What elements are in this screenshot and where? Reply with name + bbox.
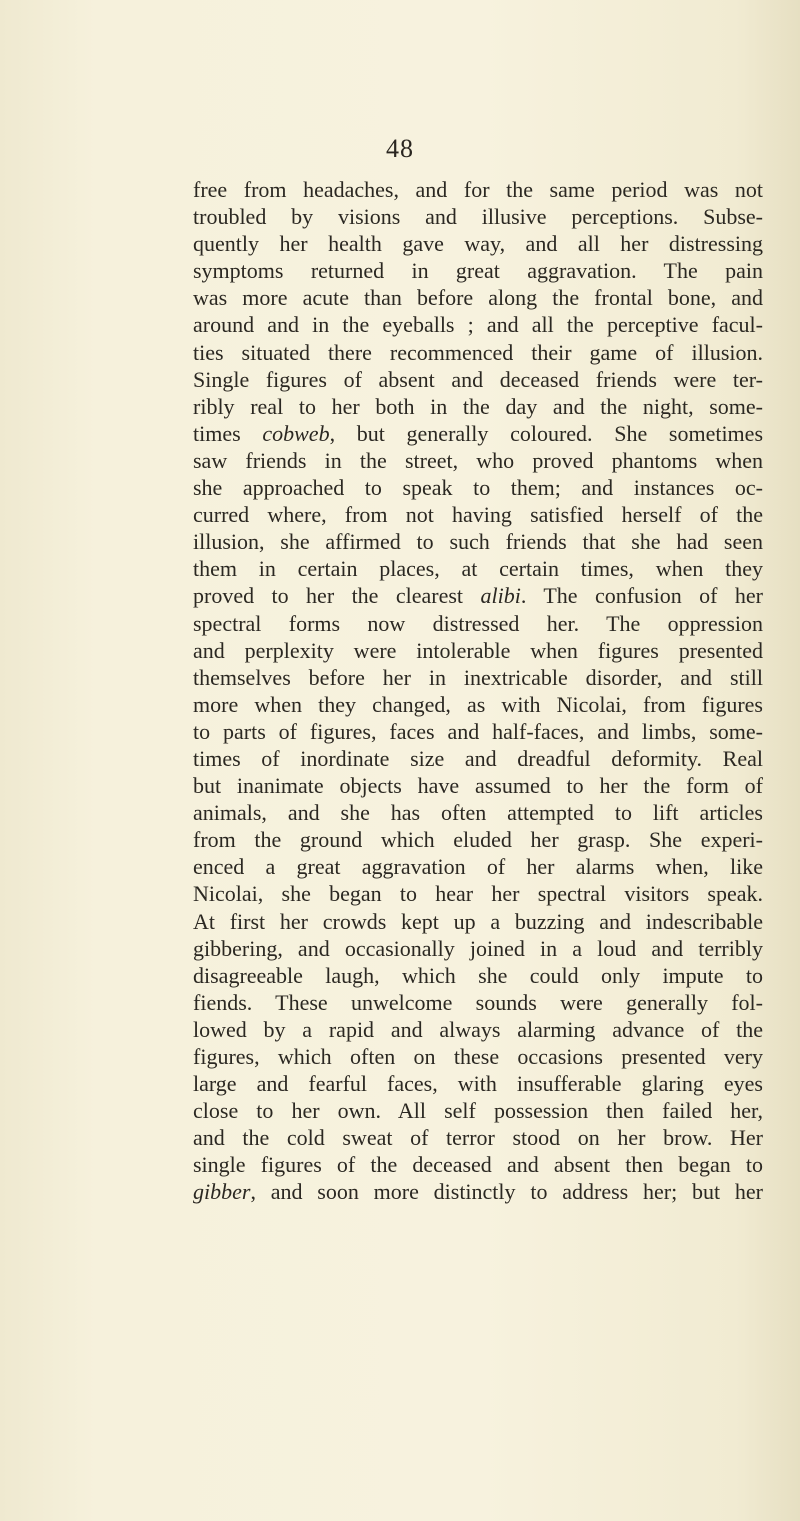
- text-line: symptoms returned in great aggravation. The pain: [193, 258, 763, 284]
- text-line: illusion, she affirmed to such friends that she had seen: [193, 529, 763, 555]
- text-line: ribly real to her both in the day and the night, some-: [193, 393, 763, 419]
- text-line: lowed by a rapid and always alarming advance of the: [193, 1016, 763, 1042]
- text-line: animals, and she has often attempted to lift articles: [193, 800, 763, 826]
- text-line: disagreeable laugh, which she could only impute to: [193, 962, 763, 988]
- text-line: At first her crowds kept up a buzzing and indescribable: [193, 908, 763, 934]
- text-line: but inanimate objects have assumed to her the form of: [193, 773, 763, 799]
- page-number: 48: [386, 134, 414, 163]
- text-line: figures, which often on these occasions presented very: [193, 1044, 763, 1069]
- text-line: large and fearful faces, with insufferable glaring eyes: [193, 1071, 763, 1097]
- text-run: , but generally coloured. She sometimes: [329, 420, 764, 446]
- text-line: curred where, from not having satisfied herself of the: [193, 502, 763, 528]
- text-line: to parts of figures, faces and half-faces, and limbs, some-: [193, 718, 763, 744]
- text-line: more when they changed, as with Nicolai, from figures: [193, 691, 763, 717]
- text-run: times: [193, 420, 263, 446]
- text-line: spectral forms now distressed her. The oppression: [193, 610, 763, 636]
- body-text: [193, 176, 763, 1206]
- text-line: and the cold sweat of terror stood on her brow. Her: [193, 1125, 763, 1151]
- text-line: quently her health gave way, and all her distressing: [193, 231, 763, 257]
- text-line: [193, 420, 763, 447]
- text-line: troubled by visions and illusive perceptions. Subse-: [193, 204, 763, 230]
- text-line: [193, 582, 763, 609]
- text-run: proved to her the clearest: [193, 583, 481, 609]
- text-line: Nicolai, she began to hear her spectral visitors speak.: [193, 881, 763, 907]
- text-line: around and in the eyeballs ; and all the perceptive facul-: [193, 312, 763, 338]
- text-line: was more acute than before along the frontal bone, and: [193, 285, 763, 311]
- text-line: single figures of the deceased and absent then began to: [193, 1152, 763, 1178]
- text-run: . The confusion of her: [520, 583, 763, 609]
- text-line: Single figures of absent and deceased friends were ter-: [193, 366, 763, 392]
- italic-word: cobweb: [262, 420, 330, 446]
- italic-word: gibber: [193, 1179, 251, 1205]
- text-line: free from headaches, and for the same period was not: [193, 177, 763, 202]
- text-line: she approached to speak to them; and instances oc-: [193, 475, 763, 501]
- text-run: , and soon more distinctly to address her; but her: [250, 1179, 763, 1205]
- text-line: and perplexity were intolerable when figures presented: [193, 637, 763, 663]
- italic-word: alibi: [480, 583, 521, 609]
- text-line: gibbering, and occasionally joined in a loud and terribly: [193, 935, 763, 961]
- text-line: enced a great aggravation of her alarms when, like: [193, 854, 763, 880]
- text-line: [193, 1178, 763, 1205]
- text-line: times of inordinate size and dreadful deformity. Real: [193, 745, 763, 771]
- text-line: them in certain places, at certain times, when they: [193, 556, 763, 582]
- text-line: close to her own. All self possession then failed her,: [193, 1098, 763, 1124]
- text-line: fiends. These unwelcome sounds were generally fol-: [193, 989, 763, 1015]
- text-line: ties situated there recommenced their game of illusion.: [193, 339, 763, 365]
- text-line: themselves before her in inextricable disorder, and still: [193, 664, 763, 690]
- text-line: from the ground which eluded her grasp. She experi-: [193, 827, 763, 853]
- text-line: saw friends in the street, who proved phantoms when: [193, 447, 763, 473]
